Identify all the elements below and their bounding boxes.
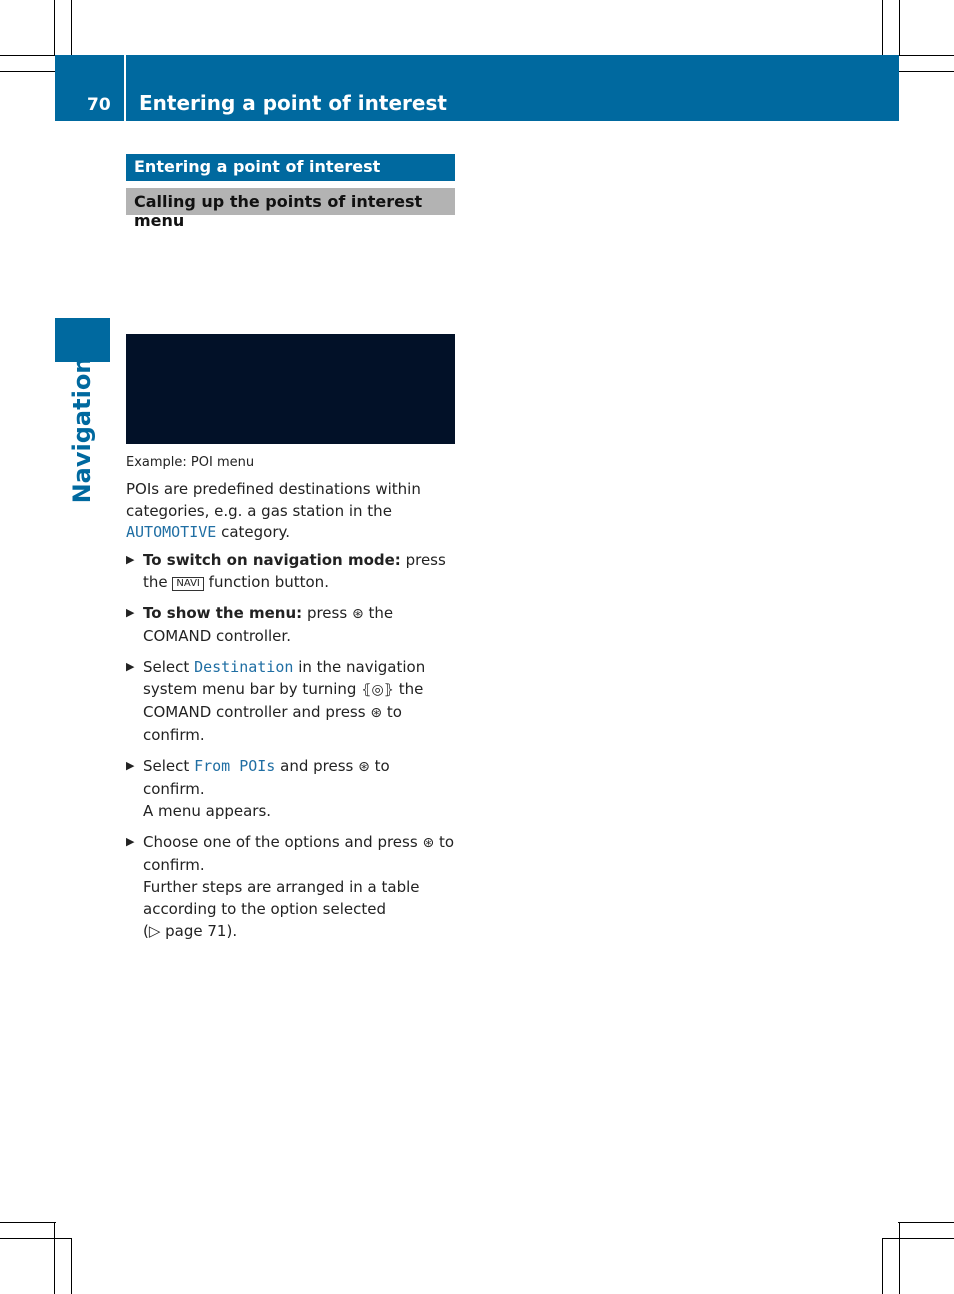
- destination-keyword: Destination: [194, 658, 294, 676]
- crop-mark: [898, 71, 954, 72]
- step-text: Choose one of the options and press: [143, 833, 418, 851]
- crop-mark: [898, 1222, 954, 1223]
- list-item: [126, 831, 456, 942]
- step-result: A menu appears.: [143, 802, 272, 820]
- instruction-list: [126, 549, 456, 951]
- press-controller-icon: ⊛: [422, 835, 435, 851]
- side-tab-marker: [55, 318, 110, 362]
- step-text: press the: [143, 551, 446, 591]
- list-item: [126, 602, 456, 647]
- step-arrow-icon: ▶: [126, 759, 135, 772]
- step-text: press: [306, 604, 348, 622]
- step-result: Further steps are arranged in a table according to the option selected: [143, 878, 420, 918]
- subsection-heading: Calling up the points of interest menu: [126, 188, 455, 215]
- crop-mark: [54, 1222, 55, 1294]
- step-text: the COMAND controller and press: [143, 680, 424, 721]
- from-pois-keyword: From POIs: [194, 757, 276, 775]
- section-heading: Entering a point of interest: [126, 154, 455, 181]
- step-bold: To switch on navigation mode:: [143, 551, 401, 569]
- step-text: Select: [143, 658, 190, 676]
- turn-controller-icon: ⦃◎⦄: [361, 682, 394, 698]
- step-text: function button.: [208, 573, 329, 591]
- crop-mark: [899, 0, 900, 56]
- side-tab-label: Navigation: [68, 356, 96, 504]
- press-controller-icon: ⊛: [351, 606, 364, 622]
- step-arrow-icon: ▶: [126, 606, 135, 619]
- press-controller-icon: ⊛: [358, 759, 370, 775]
- page-title: Entering a point of interest: [139, 91, 447, 115]
- step-arrow-icon: ▶: [126, 553, 135, 566]
- step-bold: To show the menu:: [143, 604, 303, 622]
- crop-mark: [882, 1238, 883, 1294]
- page-number: 70: [87, 95, 111, 115]
- list-item: [126, 656, 456, 746]
- crop-mark: [882, 1238, 954, 1239]
- intro-text: POIs are predefined destinations within categories, e.g. a gas station in the: [126, 480, 421, 520]
- step-arrow-icon: ▶: [126, 835, 135, 848]
- crop-mark: [0, 1222, 56, 1223]
- intro-paragraph: [126, 479, 456, 544]
- crop-mark: [71, 0, 72, 56]
- crop-mark: [899, 1222, 900, 1294]
- crop-mark: [882, 0, 883, 56]
- crop-mark: [71, 1238, 72, 1294]
- step-text: to confirm.: [143, 833, 455, 874]
- navi-key-icon: NAVI: [172, 577, 203, 591]
- step-text: to confirm.: [143, 703, 402, 744]
- crop-mark: [54, 0, 55, 56]
- header-divider: [124, 55, 126, 121]
- step-text: Select: [143, 757, 190, 775]
- press-controller-icon: ⊛: [370, 705, 383, 721]
- crop-mark: [0, 55, 56, 56]
- automotive-keyword: AUTOMOTIVE: [126, 523, 217, 541]
- intro-text-end: category.: [221, 523, 291, 541]
- figure-caption: Example: POI menu: [126, 455, 255, 470]
- step-text: in the navigation system menu bar by turning: [143, 658, 426, 698]
- step-arrow-icon: ▶: [126, 660, 135, 673]
- crop-mark: [0, 1238, 72, 1239]
- list-item: [126, 549, 456, 593]
- crop-mark: [898, 55, 954, 56]
- list-item: [126, 755, 456, 822]
- poi-menu-screenshot: [126, 334, 455, 444]
- crop-mark: [0, 71, 56, 72]
- step-text: and press: [280, 757, 354, 775]
- page-reference: (▷ page 71).: [143, 922, 238, 940]
- step-text: the COMAND controller.: [143, 604, 394, 645]
- step-text: to confirm.: [143, 757, 390, 798]
